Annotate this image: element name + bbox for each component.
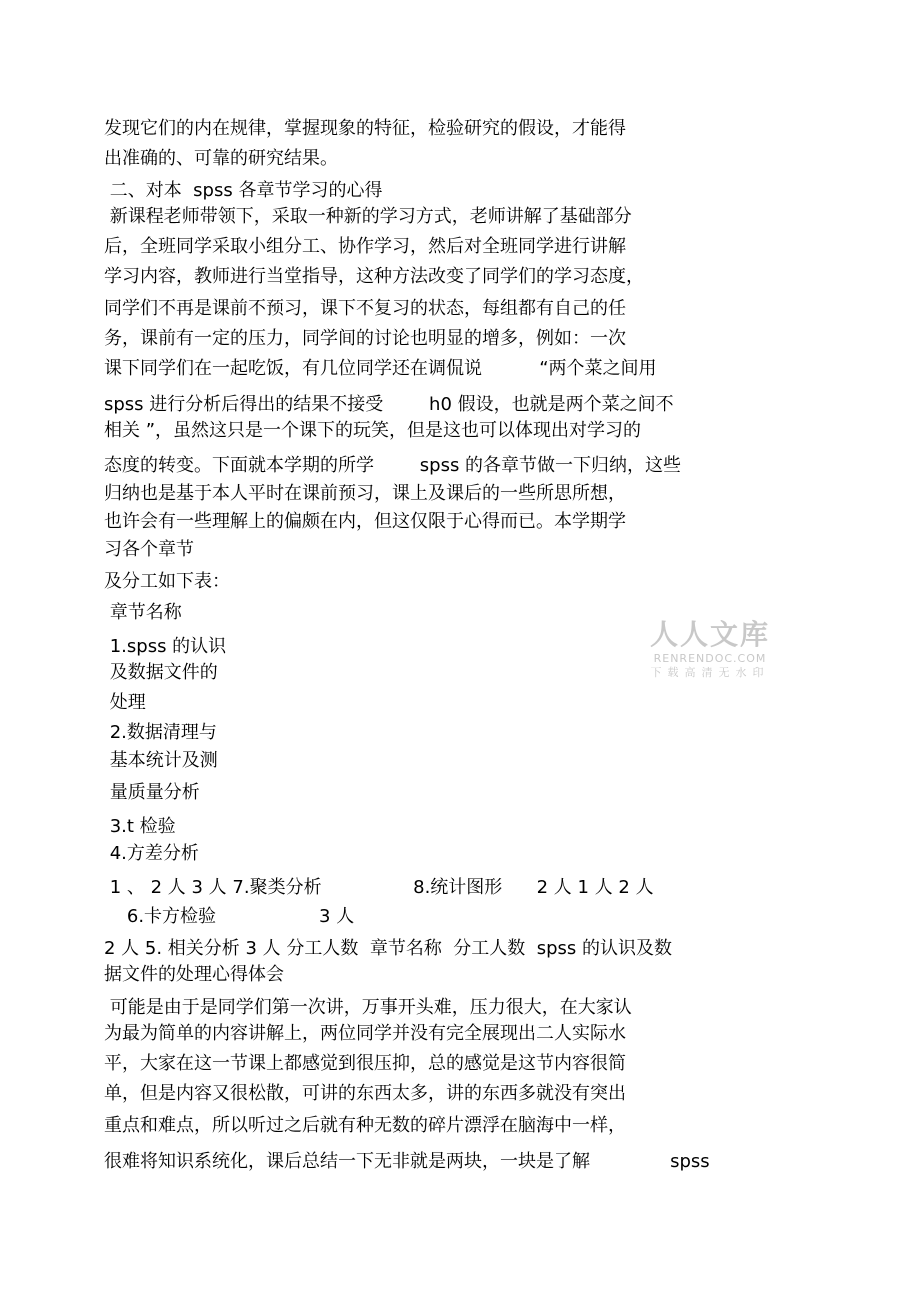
- table-header-chapter: 章节名称: [104, 602, 182, 623]
- text-line: 新课程老师带领下，采取一种新的学习方式，老师讲解了基础部分: [104, 206, 632, 227]
- watermark-brand-cn: 人人文库: [649, 618, 770, 651]
- text-line: 出准确的、可靠的研究结果。: [104, 148, 338, 169]
- table-cell: 基本统计及测: [104, 750, 218, 771]
- text-line: 发现它们的内在规律，掌握现象的特征，检验研究的假设，才能得: [104, 118, 626, 139]
- text-line: 后，全班同学采取小组分工、协作学习，然后对全班同学进行讲解: [104, 236, 626, 257]
- text-line: 平，大家在这一节课上都感觉到很压抑，总的感觉是这节内容很简: [104, 1053, 626, 1074]
- watermark-logo: [630, 618, 790, 680]
- text-line: 很难将知识系统化，课后总结一下无非就是两块，一块是了解 spss: [104, 1151, 710, 1172]
- section-heading: 二、对本 spss 各章节学习的心得: [104, 180, 383, 201]
- text-line: 可能是由于是同学们第一次讲，万事开头难，压力很大，在大家认: [104, 997, 632, 1018]
- watermark-brand-en: RENRENDOC.COM: [653, 652, 767, 665]
- text-line: 据文件的处理心得体会: [104, 964, 284, 985]
- table-cell: 3.t 检验: [104, 816, 176, 837]
- text-line: 重点和难点，所以听过之后就有种无数的碎片漂浮在脑海中一样，: [104, 1115, 626, 1136]
- text-line: 相关 ”，虽然这只是一个课下的玩笑，但是这也可以体现出对学习的: [104, 420, 642, 441]
- watermark-tagline: 下载高清无水印: [650, 666, 770, 679]
- text-line: 及分工如下表：: [104, 571, 230, 592]
- table-row: 6.卡方检验 3 人: [104, 906, 355, 927]
- text-line: 学习内容，教师进行当堂指导，这种方法改变了同学们的学习态度，: [104, 266, 644, 287]
- table-row: 2 人 5. 相关分析 3 人 分工人数 章节名称 分工人数 spss 的认识及数: [104, 938, 673, 959]
- table-row: 1 、 2 人 3 人 7.聚类分析 8.统计图形 2 人 1 人 2 人: [104, 877, 654, 898]
- table-cell: 量质量分析: [104, 782, 200, 803]
- text-line: spss 进行分析后得出的结果不接受 h0 假设，也就是两个菜之间不: [104, 394, 674, 415]
- text-line: 务，课前有一定的压力，同学间的讨论也明显的增多，例如：一次: [104, 328, 626, 349]
- text-line: 态度的转变。下面就本学期的所学 spss 的各章节做一下归纳，这些: [104, 455, 682, 476]
- table-cell: 2.数据清理与: [104, 722, 217, 743]
- table-cell: 4.方差分析: [104, 843, 199, 864]
- text-line: 也许会有一些理解上的偏颇在内，但这仅限于心得而已。本学期学: [104, 511, 626, 532]
- text-line: 习各个章节: [104, 539, 194, 560]
- table-cell: 处理: [104, 692, 146, 713]
- text-line: 课下同学们在一起吃饭，有几位同学还在调侃说 “两个菜之间用: [104, 358, 657, 379]
- text-line: 单，但是内容又很松散，可讲的东西太多，讲的东西多就没有突出: [104, 1083, 626, 1104]
- text-line: 同学们不再是课前不预习，课下不复习的状态，每组都有自己的任: [104, 298, 626, 319]
- table-cell: 及数据文件的: [104, 662, 218, 683]
- table-cell: 1.spss 的认识: [104, 636, 227, 657]
- text-line: 为最为简单的内容讲解上，两位同学并没有完全展现出二人实际水: [104, 1023, 626, 1044]
- text-line: 归纳也是基于本人平时在课前预习，课上及课后的一些所思所想，: [104, 483, 626, 504]
